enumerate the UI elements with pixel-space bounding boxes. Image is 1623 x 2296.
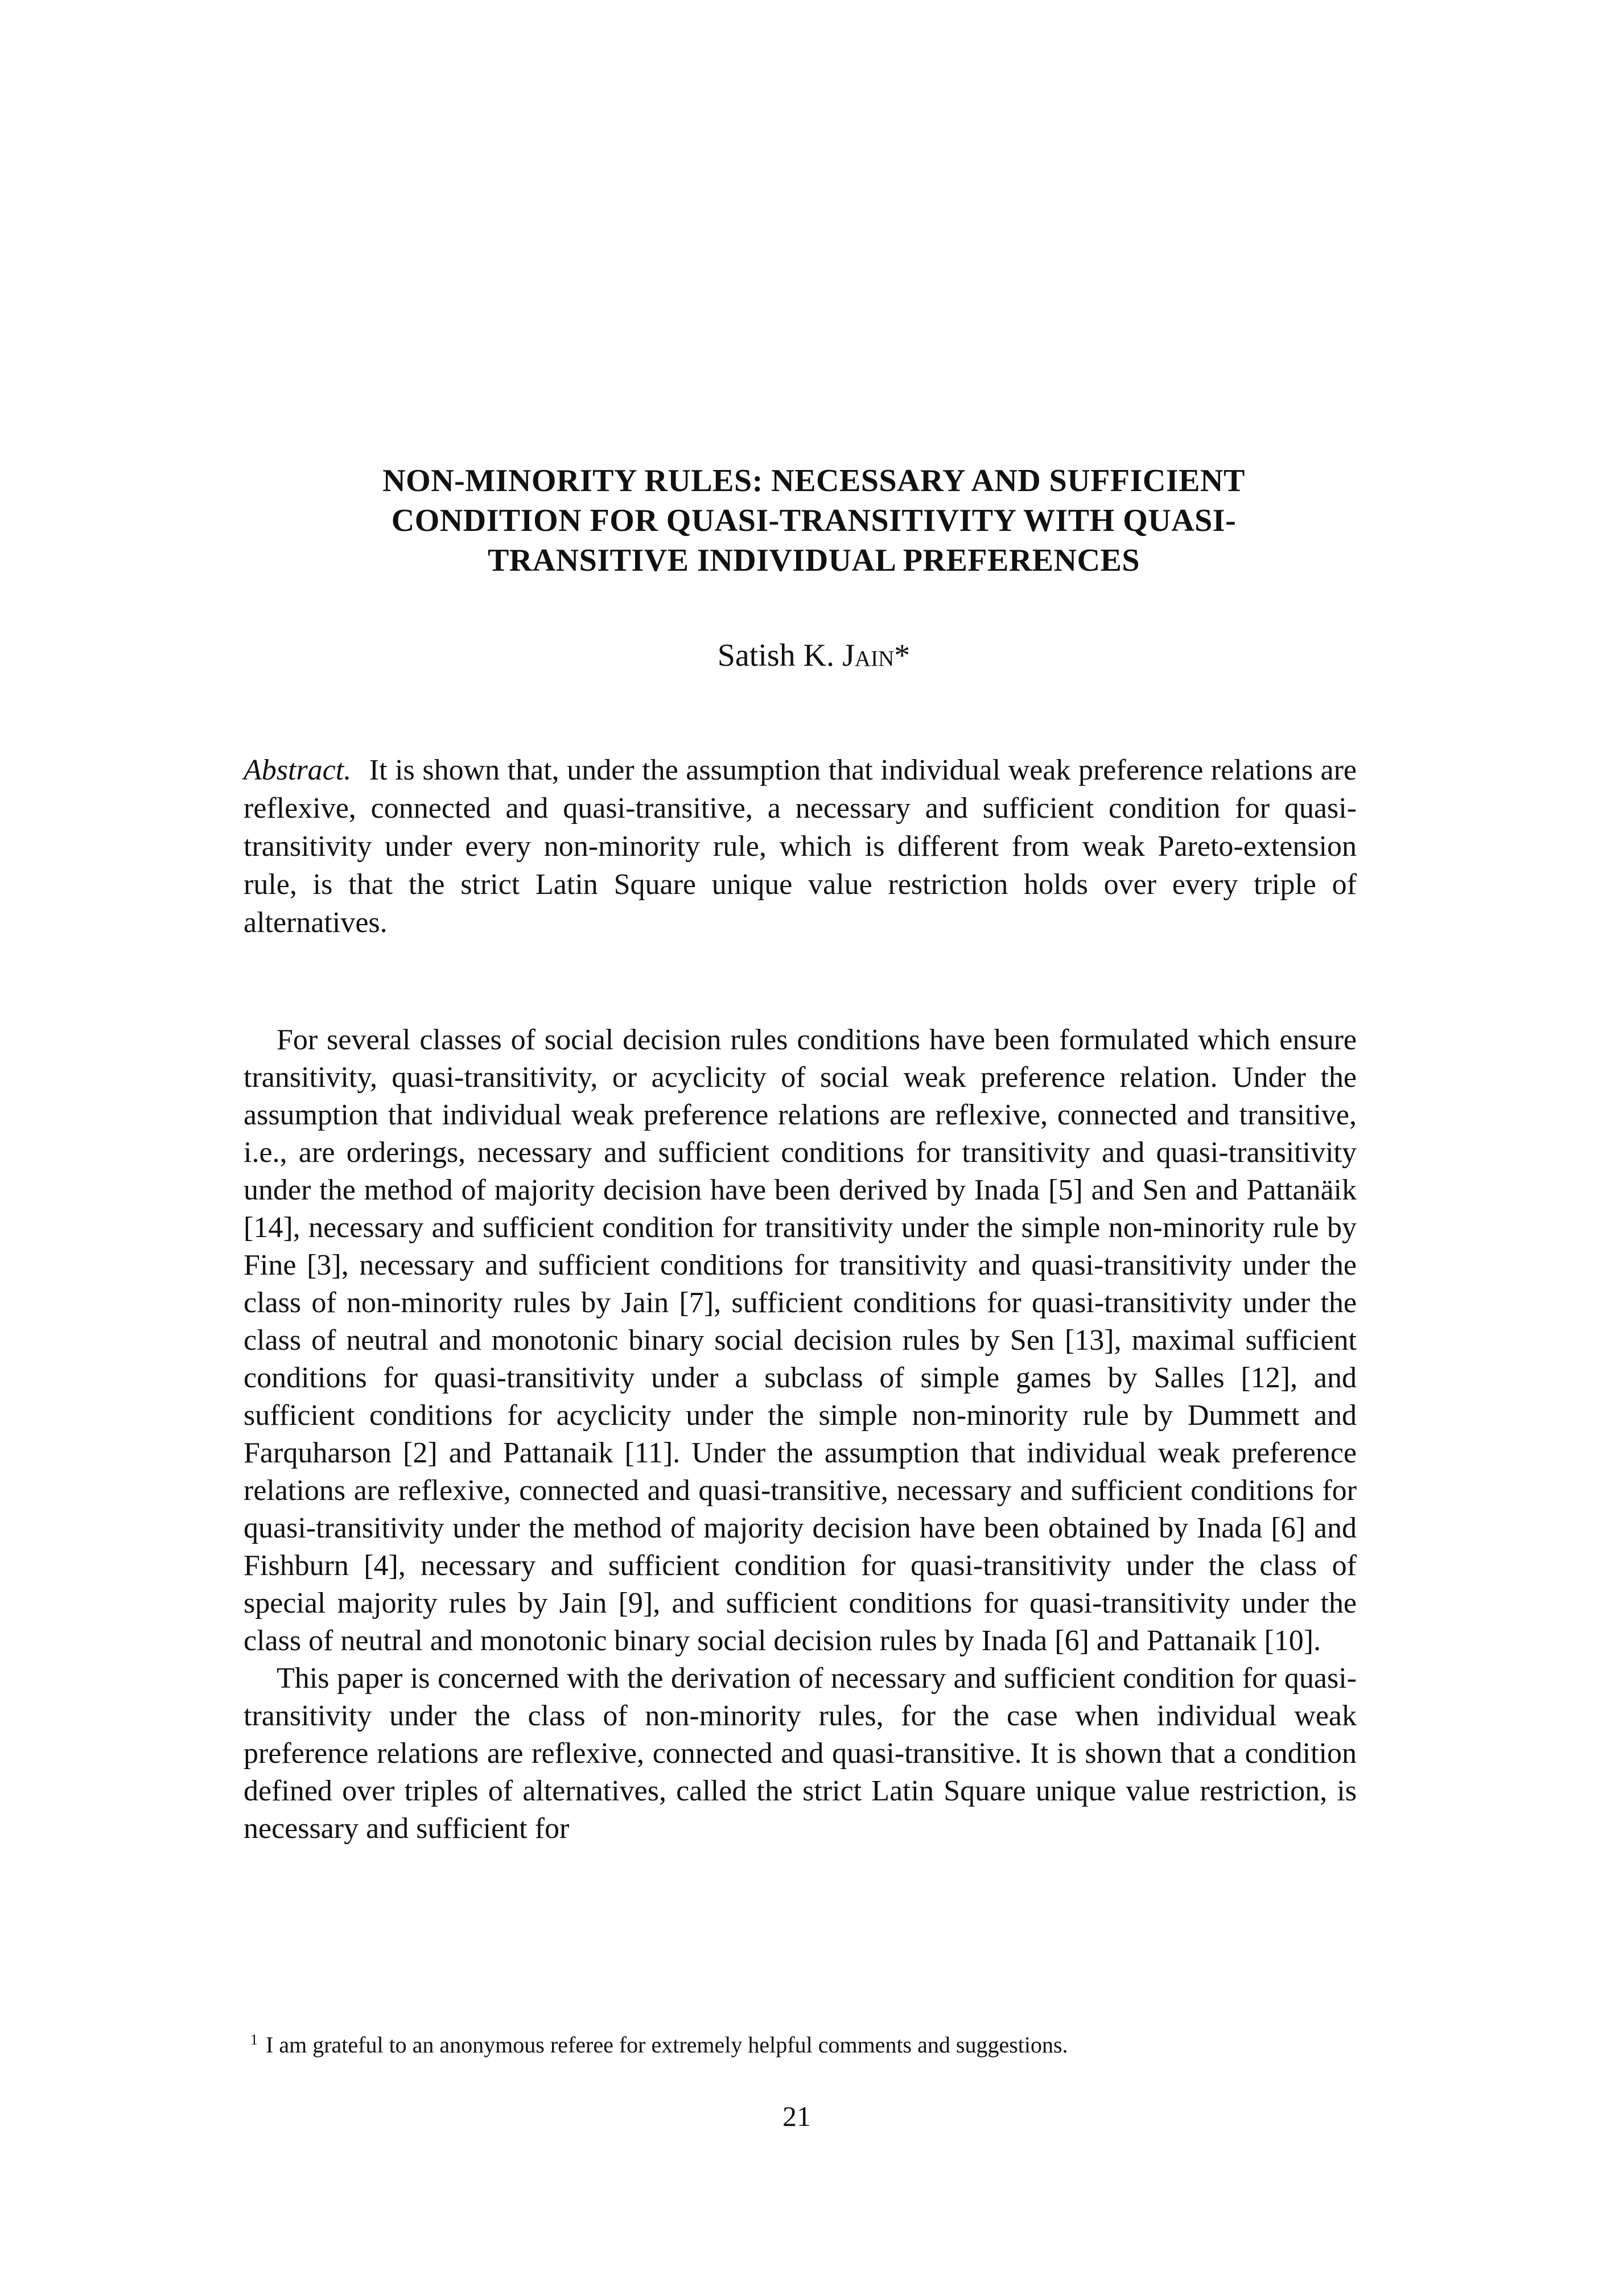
- title-line: CONDITION FOR QUASI-TRANSITIVITY WITH QUASI-: [391, 503, 1237, 538]
- author-given-name: Satish K.: [717, 638, 843, 673]
- abstract-label: Abstract.: [244, 754, 352, 786]
- abstract: [244, 751, 1357, 942]
- body-text: [244, 1021, 1357, 1848]
- author-footnote-marker: *: [894, 638, 911, 673]
- author-surname: Jain: [842, 638, 895, 673]
- title-line: NON-MINORITY RULES: NECESSARY AND SUFFICIENT: [382, 463, 1245, 498]
- footnote-text: I am grateful to an anonymous referee for extremely helpful comments and suggestions.: [266, 2032, 1068, 2058]
- author-line: [319, 637, 1309, 674]
- footnote-marker: 1: [250, 2031, 258, 2048]
- body-paragraph: This paper is concerned with the derivation of necessary and sufficient condition for quasi-transitivity under the class of non-minority rules, for the case when individual weak preference relations are reflexive, connected and quasi-transitive. It is shown that a condition defined over triples of alternatives, called the strict Latin Square unique value restriction, is necessary and sufficient for: [244, 1662, 1357, 1845]
- page-number: 21: [782, 2100, 811, 2132]
- body-paragraph: For several classes of social decision rules conditions have been formulated which ensure transitivity, quasi-transitivity, or acyclicity of social weak preference relation. Under the assumption that individual weak preference relations are reflexive, connected and transitive, i.e., are orderings, necessary and sufficient conditions for transitivity and quasi-transitivity under the method of majority decision have been derived by Inada [5] and Sen and Pattanäik [14], necessary and sufficient condition for transitivity under the simple non-minority rule by Fine [3], necessary and sufficient conditions for transitivity and quasi-transitivity under the class of non-minority rules by Jain [7], sufficient conditions for quasi-transitivity under the class of neutral and monotonic binary social decision rules by Sen [13], maximal sufficient conditions for quasi-transitivity under a subclass of simple games by Salles [12], and sufficient conditions for acyclicity under the simple non-minority rule by Dummett and Farquharson [2] and Pattanaik [11]. Under the assumption that individual weak preference relations are reflexive, connected and quasi-transitive, necessary and sufficient conditions for quasi-transitivity under the method of majority decision have been obtained by Inada [6] and Fishburn [4], necessary and sufficient condition for quasi-transitivity under the class of special majority rules by Jain [9], and sufficient conditions for quasi-transitivity under the class of neutral and monotonic binary social decision rules by Inada [6] and Pattanaik [10].: [244, 1024, 1357, 1657]
- paper-title: [319, 461, 1309, 580]
- abstract-text: It is shown that, under the assumption that individual weak preference relations are reflexive, connected and quasi-transitive, a necessary and sufficient condition for quasi-transitivity under every non-minority rule, which is different from weak Pareto-extension rule, is that the strict Latin Square unique value restriction holds over every triple of alternatives.: [244, 754, 1357, 939]
- title-line: TRANSITIVE INDIVIDUAL PREFERENCES: [487, 543, 1140, 578]
- footnote: [250, 2026, 1364, 2059]
